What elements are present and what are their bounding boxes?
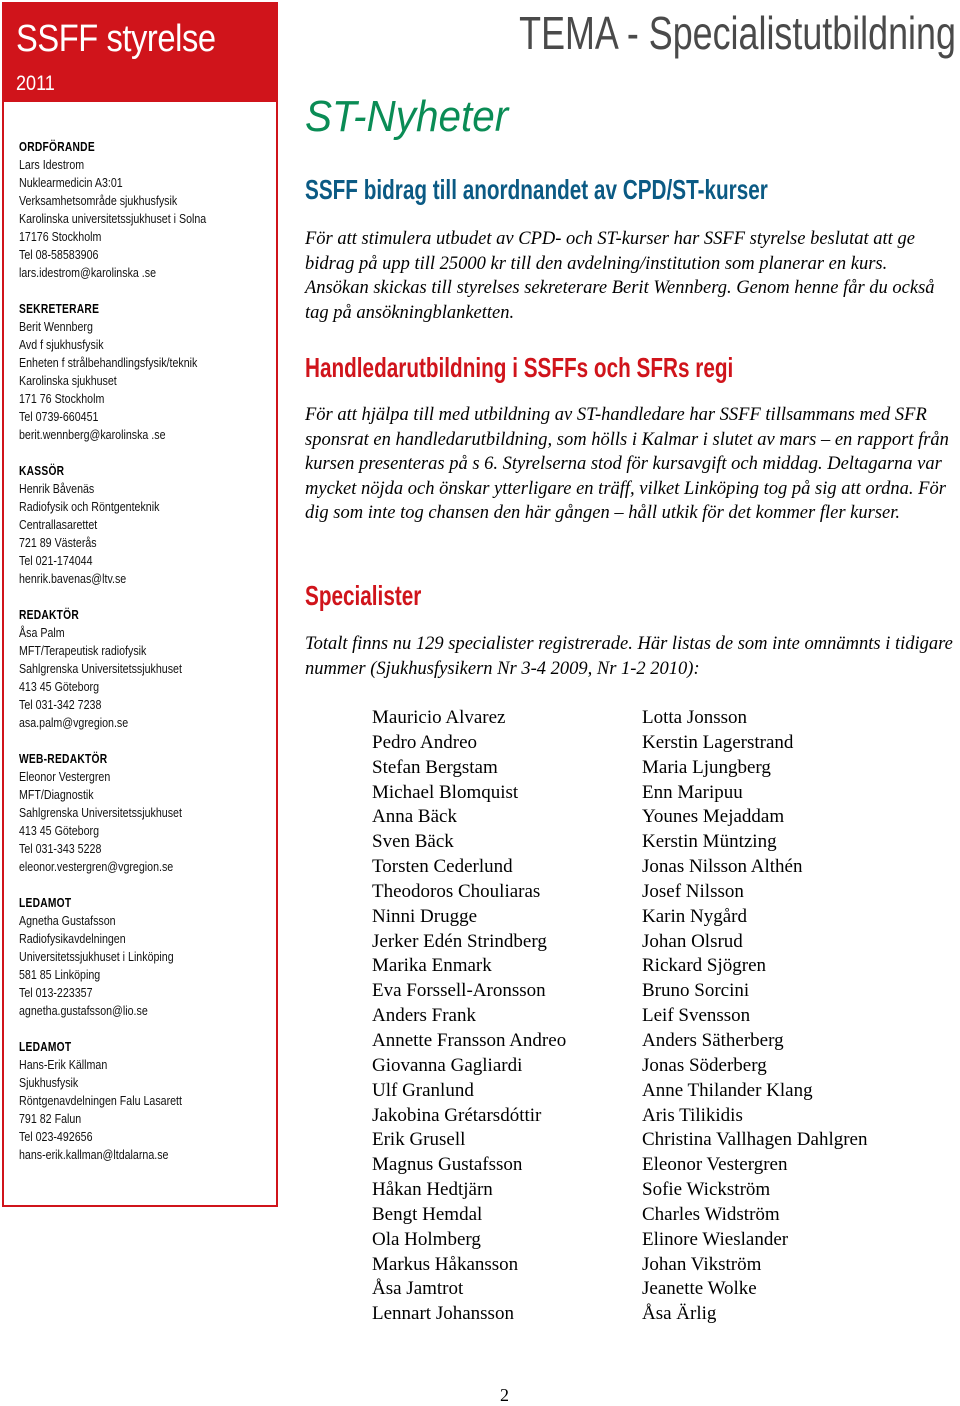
board-contact-line: Lars Idestrom bbox=[19, 157, 85, 172]
section-title: ST-Nyheter bbox=[305, 92, 509, 141]
board-sidebar bbox=[2, 2, 278, 1207]
board-contact-line: agnetha.gustafsson@lio.se bbox=[19, 1003, 148, 1018]
specialist-name: Aris Tilikidis bbox=[642, 1104, 743, 1126]
specialist-name: Sven Bäck bbox=[372, 831, 454, 853]
board-contact-line: Verksamhetsområde sjukhusfysik bbox=[19, 193, 178, 208]
page-number: 2 bbox=[500, 1385, 509, 1405]
board-contact-line: Tel 08-58583906 bbox=[19, 247, 99, 262]
specialist-name: Rickard Sjögren bbox=[642, 955, 767, 977]
specialist-name: Josef Nilsson bbox=[642, 880, 744, 902]
board-contact-line: Åsa Palm bbox=[19, 625, 65, 640]
board-contact-line: Tel 0739-660451 bbox=[19, 409, 99, 424]
board-contact-line: 413 45 Göteborg bbox=[19, 823, 100, 838]
board-member-block bbox=[19, 462, 274, 588]
specialist-name: Åsa Ärlig bbox=[642, 1303, 717, 1325]
board-contact-line: asa.palm@vgregion.se bbox=[19, 715, 129, 730]
board-contact-line: 721 89 Västerås bbox=[19, 535, 97, 550]
board-contact-line: 17176 Stockholm bbox=[19, 229, 102, 244]
specialist-name: Mauricio Alvarez bbox=[372, 707, 506, 728]
specialists-column-2 bbox=[642, 706, 868, 1327]
board-contact-line: Henrik Båvenäs bbox=[19, 481, 95, 496]
board-member-block bbox=[19, 750, 274, 876]
specialist-name: Lennart Johansson bbox=[372, 1303, 514, 1325]
specialist-name: Åsa Jamtrot bbox=[372, 1278, 464, 1300]
specialist-name: Jonas Söderberg bbox=[642, 1054, 767, 1076]
board-contact-line: Radiofysikavdelningen bbox=[19, 931, 126, 946]
specialist-name: Sofie Wickström bbox=[642, 1179, 771, 1201]
board-role-title: SEKRETERARE bbox=[19, 302, 100, 316]
board-contact-line: Sahlgrenska Universitetssjukhuset bbox=[19, 805, 182, 820]
board-contact-line: Sahlgrenska Universitetssjukhuset bbox=[19, 661, 182, 676]
specialist-name: Anders Sätherberg bbox=[642, 1029, 784, 1051]
specialist-name: Marika Enmark bbox=[372, 955, 492, 977]
specialist-name: Younes Mejaddam bbox=[642, 806, 785, 828]
board-contact-line: Röntgenavdelningen Falu Lasarett bbox=[19, 1093, 182, 1108]
specialist-name: Ulf Granlund bbox=[372, 1079, 474, 1101]
handledar-paragraph: För att hjälpa till med utbildning av ST-handledare har SSFF tillsammans med SFR sponsrat en handledarutbildning, som hölls i Kalmar i slutet av mars – en rapport från kursen presenteras på s 6. Styrelserna stod för kursavgift och middag. Deltagarna var mycket nöjda och önskar ytterligare en träff, vilket Linköping tog på sig att ordna. För dig som inte tog chansen den här gången – håll utkik för det kommer fler kurser. bbox=[305, 405, 949, 523]
board-role-title: LEDAMOT bbox=[19, 1040, 72, 1054]
board-contact-line: Tel 013-223357 bbox=[19, 985, 93, 1000]
specialist-name: Charles Widström bbox=[642, 1203, 780, 1225]
board-member-block bbox=[19, 1038, 274, 1164]
board-role-title: KASSÖR bbox=[19, 464, 65, 478]
board-role-title: REDAKTÖR bbox=[19, 608, 80, 622]
specialist-name: Theodoros Chouliaras bbox=[372, 880, 541, 902]
specialist-name: Annette Fransson Andreo bbox=[372, 1029, 567, 1051]
board-contact-line: Universitetssjukhuset i Linköping bbox=[19, 949, 174, 964]
theme-header: TEMA - Specialistutbildning bbox=[519, 7, 956, 59]
board-contact-line: Tel 021-174044 bbox=[19, 553, 93, 568]
specialist-name: Erik Grusell bbox=[372, 1129, 466, 1151]
board-member-block bbox=[19, 300, 274, 444]
board-member-block bbox=[19, 606, 274, 732]
board-contact-line: Agnetha Gustafsson bbox=[19, 913, 116, 928]
specialist-name: Elinore Wieslander bbox=[642, 1228, 789, 1250]
board-role-title: WEB-REDAKTÖR bbox=[19, 752, 108, 766]
sidebar-title: SSFF styrelse bbox=[16, 18, 216, 60]
board-contact-line: 413 45 Göteborg bbox=[19, 679, 100, 694]
board-contact-line: 791 82 Falun bbox=[19, 1111, 82, 1126]
specialister-paragraph: Totalt finns nu 129 specialister registrerade. Här listas de som inte omnämnts i tidigare nummer (Sjukhusfysikern Nr 3-4 2009, Nr 1-2 2010): bbox=[305, 634, 953, 679]
board-contact-line: Tel 031-343 5228 bbox=[19, 841, 102, 856]
board-contact-line: eleonor.vestergren@vgregion.se bbox=[19, 859, 174, 874]
specialist-name: Pedro Andreo bbox=[372, 731, 478, 753]
specialist-name: Jeanette Wolke bbox=[642, 1278, 757, 1300]
board-contact-line: Karolinska sjukhuset bbox=[19, 373, 117, 388]
sidebar-header bbox=[4, 4, 276, 102]
board-contact-line: MFT/Terapeutisk radiofysik bbox=[19, 643, 147, 658]
board-contact-line: henrik.bavenas@ltv.se bbox=[19, 571, 127, 586]
board-contact-line: Nuklearmedicin A3:01 bbox=[19, 175, 123, 190]
board-contact-line: Tel 031-342 7238 bbox=[19, 697, 102, 712]
specialist-name: Leif Svensson bbox=[642, 1005, 751, 1027]
board-contact-line: Eleonor Vestergren bbox=[19, 769, 111, 784]
board-contact-line: 171 76 Stockholm bbox=[19, 391, 105, 406]
board-contact-line: Sjukhusfysik bbox=[19, 1075, 79, 1090]
sidebar-year: 2011 bbox=[16, 72, 55, 95]
board-contact-line: hans-erik.kallman@ltdalarna.se bbox=[19, 1147, 169, 1162]
board-contact-line: Enheten f strålbehandlingsfysik/teknik bbox=[19, 355, 198, 370]
specialist-name: Jonas Nilsson Althén bbox=[642, 856, 803, 878]
specialist-name: Enn Maripuu bbox=[642, 781, 743, 803]
specialister-heading: Specialister bbox=[305, 580, 422, 611]
specialist-name: Torsten Cederlund bbox=[372, 856, 513, 878]
specialist-name: Ola Holmberg bbox=[372, 1228, 481, 1250]
specialist-name: Anna Bäck bbox=[372, 806, 457, 828]
board-contact-line: 581 85 Linköping bbox=[19, 967, 101, 982]
board-role-title: LEDAMOT bbox=[19, 896, 72, 910]
specialist-name: Magnus Gustafsson bbox=[372, 1154, 523, 1176]
board-member-block bbox=[19, 138, 274, 282]
board-member-block bbox=[19, 894, 274, 1020]
cpd-paragraph: För att stimulera utbudet av CPD- och ST-kurser har SSFF styrelse beslutat att ge bidrag på upp till 25000 kr till den avdelning/institution som planerar en kurs. Ansökan skickas till styrelses sekreterare Berit Wennberg. Genom henne får du också tag på ansökningblanketten. bbox=[305, 229, 935, 323]
specialist-name: Eva Forssell-Aronsson bbox=[372, 980, 546, 1002]
specialist-name: Giovanna Gagliardi bbox=[372, 1054, 523, 1076]
specialist-name: Karin Nygård bbox=[642, 905, 747, 927]
board-contact-line: Avd f sjukhusfysik bbox=[19, 337, 104, 352]
specialists-column-1 bbox=[372, 706, 566, 1327]
board-contact-line: Karolinska universitetssjukhuset i Solna bbox=[19, 211, 207, 226]
board-contact-line: Radiofysik och Röntgenteknik bbox=[19, 499, 160, 514]
specialist-name: Kerstin Müntzing bbox=[642, 831, 777, 853]
handledar-heading: Handledarutbildning i SSFFs och SFRs regi bbox=[305, 352, 734, 383]
specialist-name: Eleonor Vestergren bbox=[642, 1154, 788, 1176]
specialist-name: Johan Olsrud bbox=[642, 930, 743, 952]
specialist-name: Lotta Jonsson bbox=[642, 707, 748, 728]
board-contact-line: lars.idestrom@karolinska .se bbox=[19, 265, 157, 280]
board-contact-line: Centrallasarettet bbox=[19, 517, 98, 532]
board-contact-line: berit.wennberg@karolinska .se bbox=[19, 427, 166, 442]
specialist-name: Anne Thilander Klang bbox=[642, 1079, 813, 1101]
cpd-heading: SSFF bidrag till anordnandet av CPD/ST-kurser bbox=[305, 174, 768, 205]
board-contact-line: MFT/Diagnostik bbox=[19, 787, 94, 802]
specialist-name: Kerstin Lagerstrand bbox=[642, 731, 794, 753]
board-contact-line: Berit Wennberg bbox=[19, 319, 93, 334]
specialist-name: Michael Blomquist bbox=[372, 781, 519, 803]
specialist-name: Ninni Drugge bbox=[372, 905, 478, 927]
specialist-name: Johan Vikström bbox=[642, 1253, 762, 1275]
specialist-name: Bruno Sorcini bbox=[642, 980, 750, 1002]
specialist-name: Christina Vallhagen Dahlgren bbox=[642, 1129, 868, 1151]
specialist-name: Jerker Edén Strindberg bbox=[372, 930, 547, 952]
specialist-name: Markus Håkansson bbox=[372, 1253, 519, 1275]
specialist-name: Stefan Bergstam bbox=[372, 756, 498, 778]
specialist-name: Maria Ljungberg bbox=[642, 756, 771, 778]
specialist-name: Bengt Hemdal bbox=[372, 1203, 483, 1225]
board-members-list bbox=[19, 138, 274, 1182]
specialist-name: Anders Frank bbox=[372, 1005, 476, 1027]
board-role-title: ORDFÖRANDE bbox=[19, 140, 95, 154]
board-contact-line: Tel 023-492656 bbox=[19, 1129, 93, 1144]
specialist-name: Jakobina Grétarsdóttir bbox=[372, 1104, 542, 1126]
board-contact-line: Hans-Erik Källman bbox=[19, 1057, 108, 1072]
specialist-name: Håkan Hedtjärn bbox=[372, 1179, 493, 1201]
